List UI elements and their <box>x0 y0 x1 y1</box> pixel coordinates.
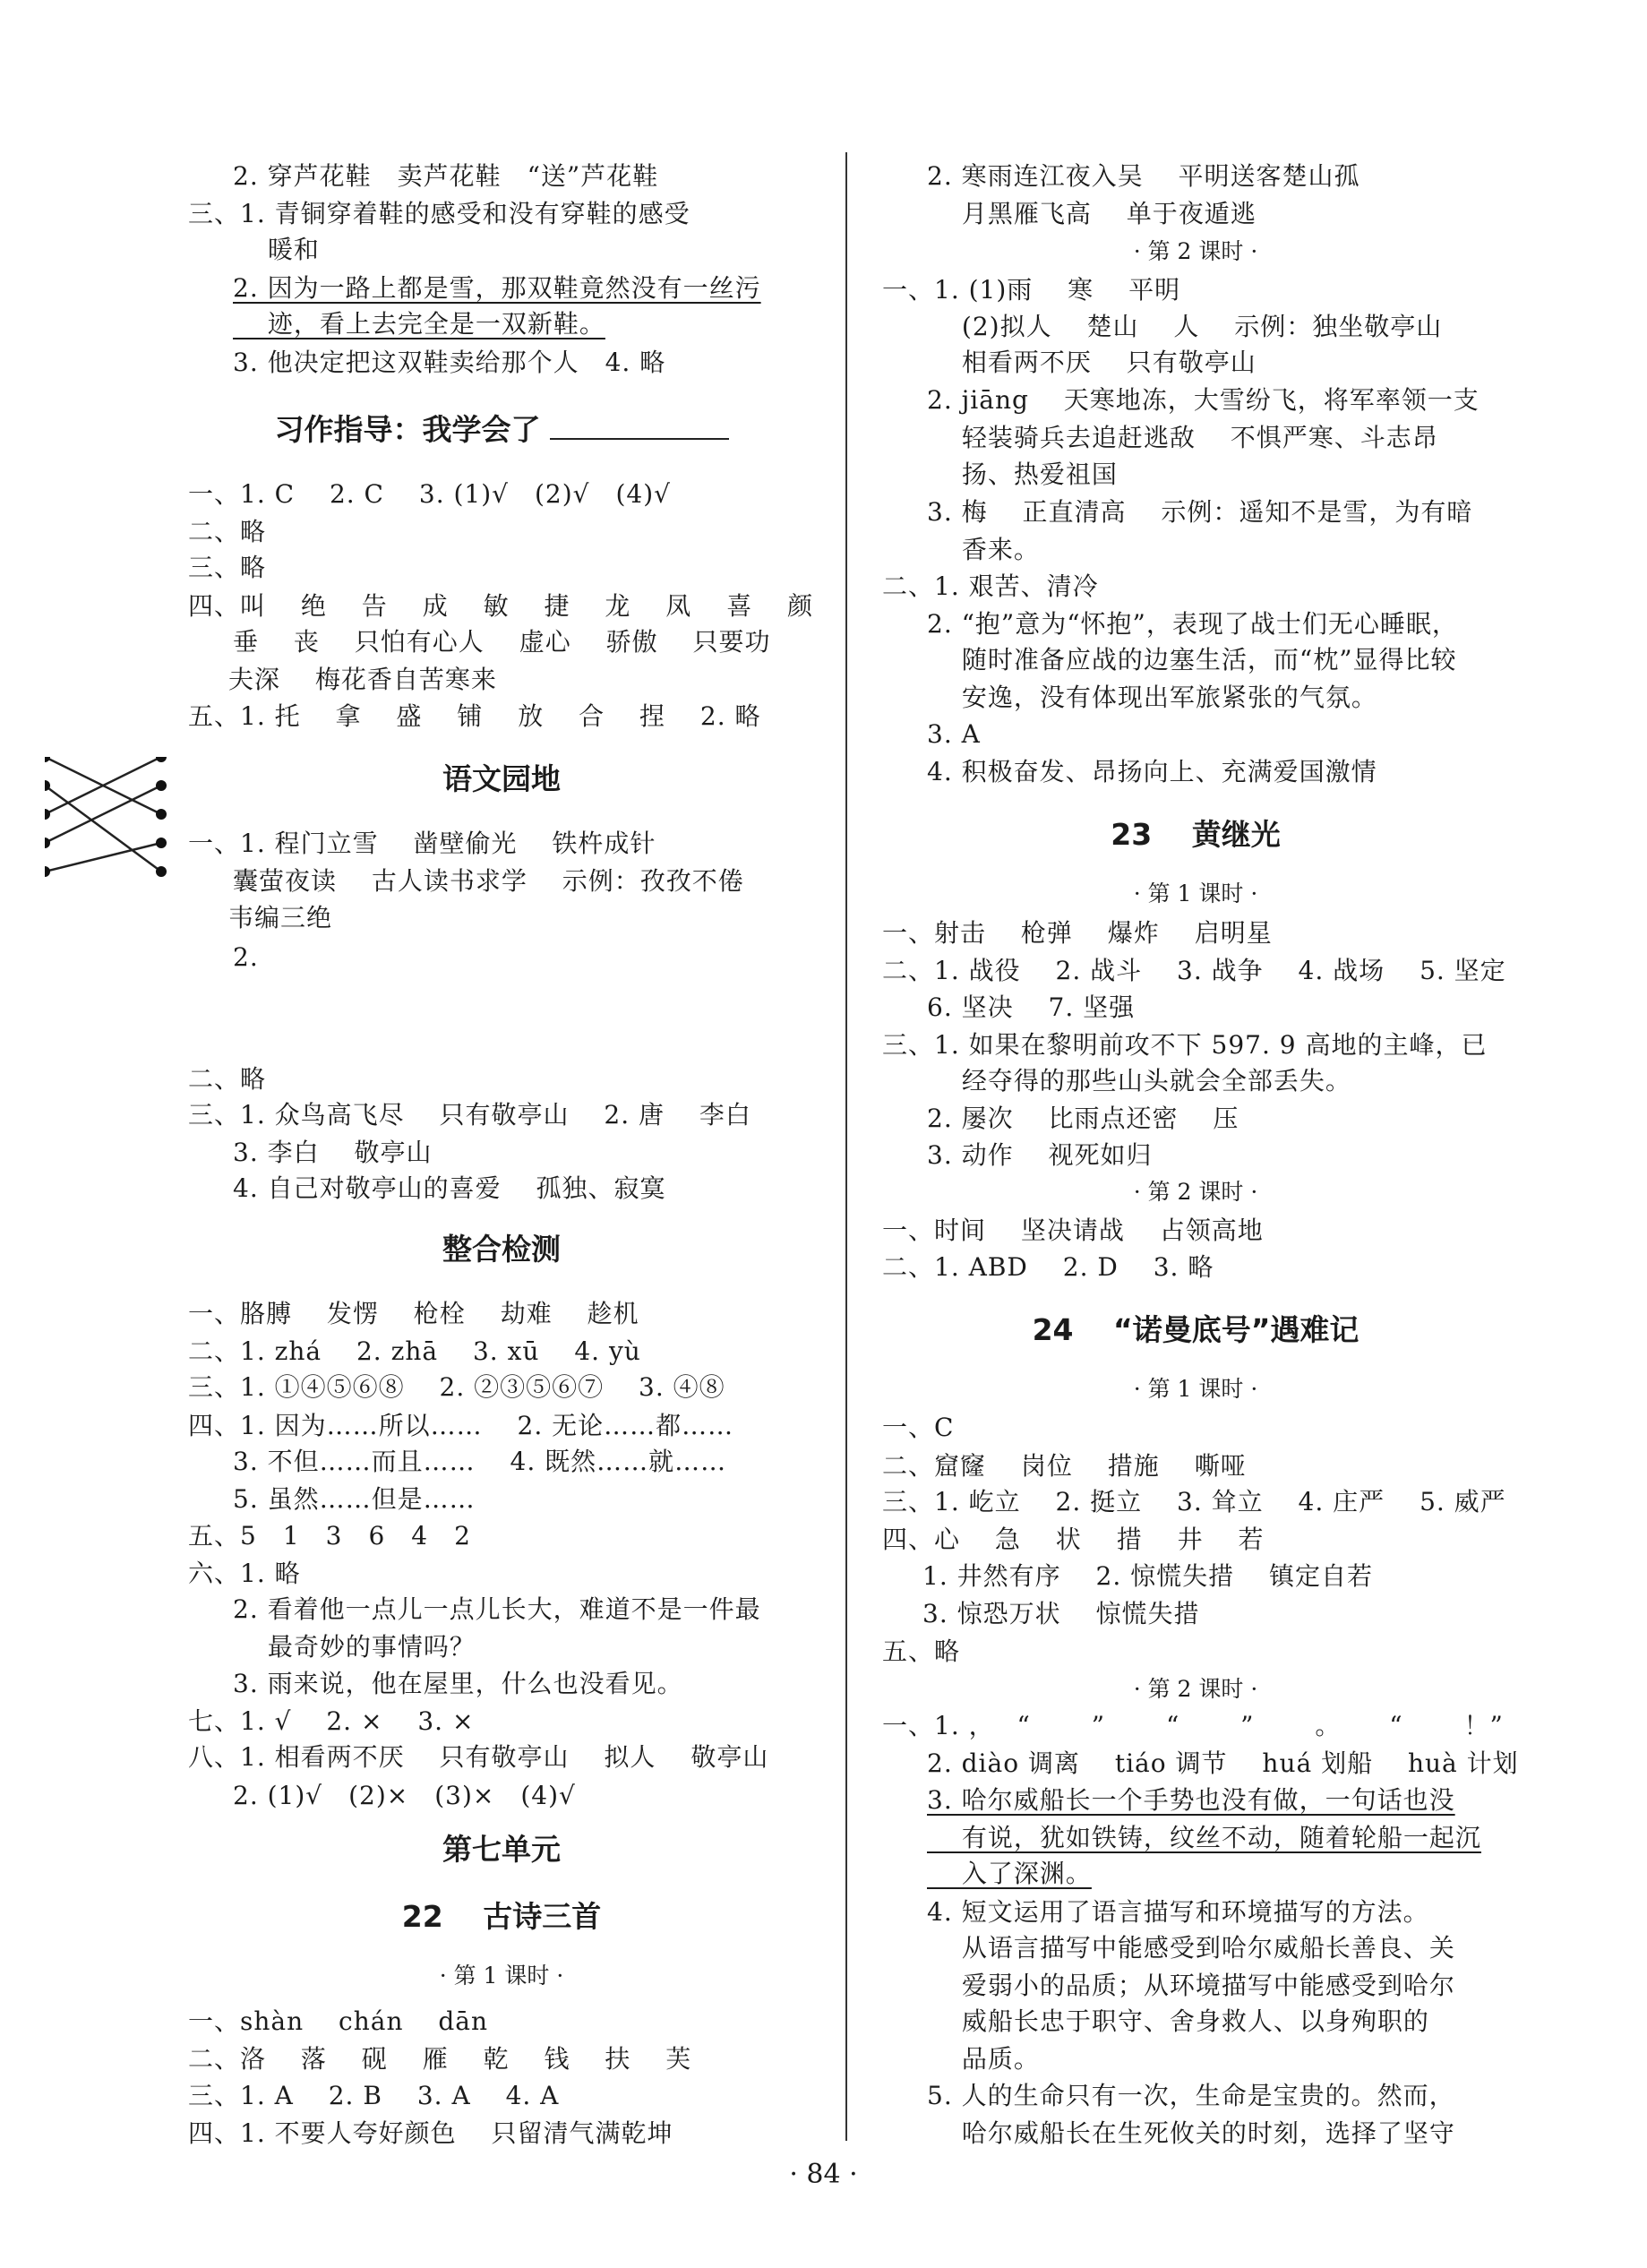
answer-line: 三、1. 众鸟高飞尽 只有敬亭山 2. 唐 李白 <box>188 1100 751 1130</box>
answer-line: 经夺得的那些山头就会全部丢失。 <box>927 1066 1351 1095</box>
fill-in-blank <box>550 413 729 440</box>
section-heading: 习作指导：我学会了 <box>188 412 815 448</box>
lesson-subheading: · 第 1 课时 · <box>1133 1376 1258 1402</box>
answer-line: 相看两不厌 只有敬亭山 <box>927 348 1257 377</box>
match-dot <box>45 757 50 762</box>
answer-line: 一、C <box>882 1413 955 1442</box>
lesson-subheading: · 第 1 课时 · <box>439 1963 564 1989</box>
column-divider <box>845 152 847 2141</box>
section-heading: 语文园地 <box>442 761 561 796</box>
answer-line: 3. 不但……而且…… 4. 既然……就…… <box>233 1447 727 1476</box>
answer-line: 安逸，没有体现出军旅紧张的气氛。 <box>927 683 1377 712</box>
answer-line: 夫深 梅花香自苦寒来 <box>228 665 497 694</box>
section-heading: 24 “诺曼底号”遇难记 <box>1032 1312 1360 1347</box>
answer-line: 三、1. 青铜穿着鞋的感受和没有穿鞋的感受 <box>188 199 691 228</box>
match-dot <box>45 838 50 848</box>
match-dot <box>156 809 167 820</box>
answer-line: 1. 井然有序 2. 惊慌失措 镇定自若 <box>922 1561 1374 1591</box>
answer-line: 6. 坚决 7. 坚强 <box>927 992 1136 1022</box>
answer-line: 暖和 <box>233 235 320 264</box>
match-dot <box>45 809 50 820</box>
lesson-subheading: · 第 2 课时 · <box>1133 1676 1258 1702</box>
answer-line: 三、1. 屹立 2. 挺立 3. 耸立 4. 庄严 5. 威严 <box>882 1487 1506 1516</box>
section-heading: 22 古诗三首 <box>401 1899 602 1934</box>
section-heading: 23 黄继光 <box>1111 817 1281 852</box>
answer-line: 2. 寒雨连江夜入吴 平明送客楚山孤 <box>927 161 1360 191</box>
section-heading: 第七单元 <box>442 1832 561 1867</box>
answer-line: 四、叫 绝 告 成 敏 捷 龙 凤 喜 颜 <box>188 591 814 621</box>
answer-line: 轻装骑兵去追赶逃敌 不惧严寒、斗志昂 <box>927 423 1438 452</box>
answer-line: 二、窟窿 岗位 措施 嘶哑 <box>882 1451 1247 1481</box>
answer-line: 4. 短文运用了语言描写和环境描写的方法。 <box>927 1897 1429 1927</box>
answer-line: 有说，犹如铁铸，纹丝不动，随着轮船一起沉 <box>927 1823 1481 1852</box>
answer-line: 五、5 1 3 6 4 2 <box>188 1521 471 1551</box>
answer-line: 3. 梅 正直清高 示例：遥知不是雪，为有暗 <box>927 497 1473 527</box>
answer-line: 三、1. A 2. B 3. A 4. A <box>188 2081 560 2110</box>
section-heading: 整合检测 <box>442 1232 561 1267</box>
answer-line: 三、1. 如果在黎明前攻不下 597. 9 高地的主峰，已 <box>882 1030 1488 1060</box>
answer-line: 4. 积极奋发、昂扬向上、充满爱国激情 <box>927 757 1377 786</box>
match-line <box>45 843 161 872</box>
answer-line: 3. 李白 敬亭山 <box>233 1138 433 1167</box>
answer-line: 一、1. ， “ ” “ ” 。 “ ！” <box>882 1711 1504 1740</box>
answer-line: 5. 虽然……但是…… <box>233 1484 476 1514</box>
answer-line: 3. 他决定把这双鞋卖给那个人 4. 略 <box>233 348 666 377</box>
answer-line: 二、略 <box>188 517 267 546</box>
answer-line: (2)拟人 楚山 人 示例：独坐敬亭山 <box>927 312 1443 341</box>
answer-line: 一、胳膊 发愣 枪栓 劫难 趁机 <box>188 1299 639 1328</box>
answer-line: 2. diào 调离 tiáo 调节 huá 划船 huà 计划 <box>927 1748 1519 1778</box>
match-dot <box>45 866 50 877</box>
answer-line: 二、略 <box>188 1064 267 1094</box>
answer-line: 5. 人的生命只有一次，生命是宝贵的。然而， <box>927 2081 1455 2110</box>
lesson-subheading: · 第 2 课时 · <box>1133 238 1258 264</box>
answer-line: 二、洛 落 砚 雁 乾 钱 扶 芙 <box>188 2044 692 2074</box>
answer-line: 迹，看上去完全是一双新鞋。 <box>233 309 605 339</box>
answer-line: 一、shàn chán dān <box>188 2006 489 2036</box>
match-dot <box>156 866 167 877</box>
answer-line: 2. “抱”意为“怀抱”，表现了战士们无心睡眠， <box>927 609 1458 639</box>
match-dot <box>156 780 167 791</box>
answer-line: 一、1. 程门立雪 凿壁偷光 铁杵成针 <box>188 829 656 858</box>
answer-line: 哈尔威船长在生死攸关的时刻，选择了坚守 <box>927 2118 1455 2148</box>
answer-line: 三、1. ①④⑤⑥⑧ 2. ②③⑤⑥⑦ 3. ④⑧ <box>188 1372 725 1402</box>
answer-line: 四、心 急 状 措 井 若 <box>882 1525 1265 1554</box>
answer-line: 2. <box>233 942 259 972</box>
answer-line: 一、射击 枪弹 爆炸 启明星 <box>882 918 1273 948</box>
answer-line: 三、略 <box>188 553 267 582</box>
answer-line: 随时准备应战的边塞生活，而“枕”显得比较 <box>927 645 1457 674</box>
answer-line: 2. 穿芦花鞋 卖芦花鞋 “送”芦花鞋 <box>233 161 659 191</box>
answer-line: 四、1. 不要人夸好颜色 只留清气满乾坤 <box>188 2118 673 2148</box>
answer-line: 一、1. (1)雨 寒 平明 <box>882 275 1181 305</box>
answer-line: 3. 哈尔威船长一个手势也没有做，一句话也没 <box>927 1785 1455 1815</box>
answer-line: 二、1. 战役 2. 战斗 3. 战争 4. 战场 5. 坚定 <box>882 956 1506 985</box>
answer-line: 2. 因为一路上都是雪，那双鞋竟然没有一丝污 <box>233 273 761 303</box>
answer-line: 二、1. ABD 2. D 3. 略 <box>882 1252 1214 1282</box>
answer-line: 五、1. 托 拿 盛 铺 放 合 捏 2. 略 <box>188 701 761 731</box>
page-number: · 84 · <box>789 2159 858 2190</box>
answer-line: 3. 惊恐万状 惊慌失措 <box>922 1599 1200 1628</box>
answer-line: 2. 屡次 比雨点还密 压 <box>927 1104 1240 1133</box>
answer-line: 威船长忠于职守、舍身救人、以身殉职的 <box>927 2006 1429 2036</box>
answer-line: 二、1. 艰苦、清冷 <box>882 571 1099 601</box>
lesson-subheading: · 第 1 课时 · <box>1133 881 1258 906</box>
answer-line: 一、1. C 2. C 3. (1)√ (2)√ (4)√ <box>188 479 672 509</box>
match-line <box>45 786 161 872</box>
answer-line: 品质。 <box>927 2044 1040 2074</box>
answer-line: 从语言描写中能感受到哈尔威船长善良、关 <box>927 1933 1455 1963</box>
answer-line: 四、1. 因为……所以…… 2. 无论……都…… <box>188 1411 734 1440</box>
answer-line: 八、1. 相看两不厌 只有敬亭山 拟人 敬亭山 <box>188 1742 769 1772</box>
answer-line: 五、略 <box>882 1637 961 1666</box>
answer-line: 香来。 <box>927 535 1040 564</box>
matching-diagram <box>45 757 188 891</box>
answer-line: 六、1. 略 <box>188 1559 301 1588</box>
answer-line: 爱弱小的品质；从环境描写中能感受到哈尔 <box>927 1971 1455 2000</box>
answer-line: 3. 动作 视死如归 <box>927 1140 1153 1170</box>
answer-line: 囊萤夜读 古人读书求学 示例：孜孜不倦 <box>233 866 744 896</box>
answer-line: 3. A <box>927 719 981 749</box>
answer-line: 扬、热爱祖国 <box>927 460 1118 489</box>
match-dot <box>156 757 167 762</box>
answer-line: 3. 雨来说，他在屋里，什么也没看见。 <box>233 1669 683 1698</box>
match-dot <box>156 838 167 848</box>
answer-line: 入了深渊。 <box>927 1859 1092 1888</box>
answer-line: 月黑雁飞高 单于夜遁逃 <box>927 199 1257 228</box>
lesson-subheading: · 第 2 课时 · <box>1133 1179 1258 1205</box>
answer-line: 2. 看着他一点儿一点儿长大，难道不是一件最 <box>233 1594 761 1624</box>
answer-line: 4. 自己对敬亭山的喜爱 孤独、寂寞 <box>233 1173 666 1203</box>
answer-line: 最奇妙的事情吗？ <box>233 1632 476 1662</box>
answer-line: 二、1. zhá 2. zhā 3. xū 4. yù <box>188 1336 641 1366</box>
answer-line: 垂 丧 只怕有心人 虚心 骄傲 只要功 <box>233 627 771 657</box>
answer-line: 一、时间 坚决请战 占领高地 <box>882 1216 1264 1245</box>
answer-line: 韦编三绝 <box>228 903 333 932</box>
match-line <box>45 786 161 843</box>
answer-line: 2. (1)√ (2)× (3)× (4)√ <box>233 1781 576 1810</box>
answer-line: 七、1. √ 2. × 3. × <box>188 1706 475 1736</box>
answer-line: 2. jiāng 天寒地冻，大雪纷飞，将军率领一支 <box>927 385 1480 415</box>
